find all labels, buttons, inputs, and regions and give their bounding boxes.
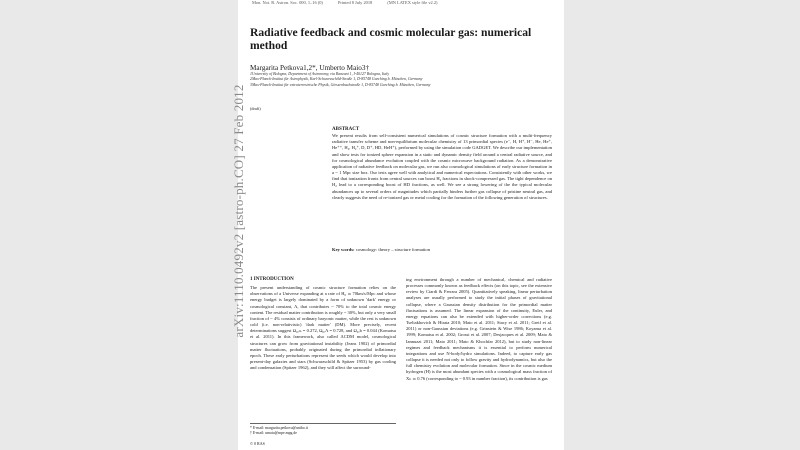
paper-title: Radiative feedback and cosmic molecular gas: numerical method <box>250 26 532 52</box>
footnote-2: † E-mail: umaio@mpe.mpg.de <box>250 431 297 435</box>
keywords-label: Key words: <box>332 247 355 252</box>
paper-page <box>231 0 564 450</box>
introduction-text-left: The present understanding of cosmic structure formation relies on the observations of a Universe expanding at a rate of H₀ ≃ 70km/s/Mpc and whose energy budget is largely dominated by a form of unknown 'dark' energy or cosmological constant, Λ, that contributes ~ 70% to the total cosmic energy content. The residual matter contribution is roughly ~ 30%, but only a very small fraction of ~ 4% consists of ordinary baryonic matter, while the rest is unknown cold (i.e. non-relativistic) 'dark matter' (DM). More precisely, recent determinations suggest Ω₀,ₘ = 0.272, Ω₀,Λ = 0.728, and Ω₀,b = 0.044 (Komatsu et al. 2011). In this framework, also called ΛCDM model, cosmological structures can grow from gravitational instability (Jeans 1902) of primordial matter fluctuations, probably originated during the primordial inflationary epoch. These early perturbations represent the seeds which would develop into present-day galaxies and stars (Schwarzschild & Spitzer 1953) by gas cooling and condensation (Spitzer 1962), and they will affect the surround- <box>250 285 396 371</box>
column-right <box>406 277 552 382</box>
affiliation-2: 2Max-Planck-Institut für Astrophysik, Karl-Schwarzschild-Straße 1, D-85748 Garching b. München, Germany <box>250 77 423 82</box>
draft-note: (draft) <box>250 106 261 111</box>
arxiv-stamp <box>231 84 246 338</box>
footnotes <box>250 423 396 436</box>
affiliation-3: 3Max-Planck-Institut für extraterrestrische Physik, Giessenbachstraße 1, D-85748 Garching b. München, Germany <box>250 82 431 87</box>
style-file: (MN LATEX style file v2.2) <box>387 0 438 5</box>
running-head <box>252 0 552 5</box>
introduction-text-right: ing environment through a number of mechanical, chemical and radiative processes commonly known as feedback effects (on this topic, see the extensive review by Ciardi & Ferrara 2005). Quantitatively speaking, linear perturbation analyses are usually performed to study the initial phases of gravitational collapse, where a Gaussian density distribution for the primordial matter fluctuations is assumed. The linear expansion of the continuity, Euler, and energy equations can also be extended with higher-order corrections (e.g. Tseliakhovich & Hirata 2010; Maio et al. 2011; Stacy et al. 2011; Greif et al. 2011) or non-Gaussian deviations (e.g. Grinstein & Wise 1986; Koyama et al. 1999; Komatsu et al. 2002; Grossi et al. 2007; Desjacques et al. 2009; Maio & Iannuzzi 2011; Maio 2011; Maio & Khochfar 2012), but to study non-linear regimes and feedback mechanisms it is essential to perform numerical integrations and use N-body/hydro simulations. Indeed, to capture early gas collapse it is needed not only to follow gravity and hydrodynamics, but also the full chemistry evolution and molecular formation. Since in the cosmic medium hydrogen (H) is the most abundant species with a cosmological mass fraction of Xₕ ≃ 0.76 (corresponding to ~ 0.93 in number fraction), its contribution is gas <box>406 277 552 381</box>
column-left <box>250 277 396 371</box>
copyright: © 0 RAS <box>250 441 265 446</box>
section-heading-introduction: 1 INTRODUCTION <box>250 277 294 282</box>
authors: Margarita Petkova1,2*, Umberto Maio3† <box>250 64 370 72</box>
affiliations <box>250 72 550 88</box>
keywords-text: cosmology: theory – structure formation <box>355 247 430 252</box>
arxiv-stamp-text: arXiv:1110.0492v2 [astro-ph.CO] 27 Feb 2012 <box>231 84 246 338</box>
abstract-text: We present results from self-consistent numerical simulations of cosmic structure formation with a multi-frequency radiative transfer scheme and non-equilibrium molecular chemistry of 13 primordial species (e⁻, H, H⁺, H⁻, He, He⁺, He⁺⁺, H₂, H₂⁺, D, D⁺, HD, HeH⁺), performed by using the simulation code GADGET. We describe our implementation and show tests for ionized sphere expansion in a static and dynamic density field around a central radiative source, and for cosmological abundance evolution coupled with the cosmic microwave background radiation. As a demonstrative application of radiative feedback on molecular gas, we run also cosmological simulations of early structure formation in a ~ 1 Mpc size box. Our tests agree well with analytical and numerical expectations. Consistently with other works, we find that ionization fronts from central sources can boost H₂ fractions in shock-compressed gas. The tight dependence on H₂ lead to a corresponding boost of HD fractions, as well. We see a strong lowering of the the typical molecular abundances up to several orders of magnitudes which partially hinders further gas collapse of pristine neutral gas, and clearly suggests the need of re-ionized gas or metal cooling for the formation of the following generation of structures. <box>332 133 552 200</box>
abstract <box>332 127 552 201</box>
keywords <box>332 247 552 252</box>
journal-reference: Mon. Not. R. Astron. Soc. 000, 1–16 (0) <box>252 0 323 5</box>
abstract-heading: ABSTRACT <box>332 127 360 132</box>
printed-date: Printed 8 July 2018 <box>337 0 373 5</box>
affiliation-1: 1University of Bologna, Department of Astronomy, via Ranzani 1, I-40127 Bologna, Italy <box>250 72 390 76</box>
footnote-1: * E-mail: margarita.petkova@unibo.it <box>250 426 308 430</box>
